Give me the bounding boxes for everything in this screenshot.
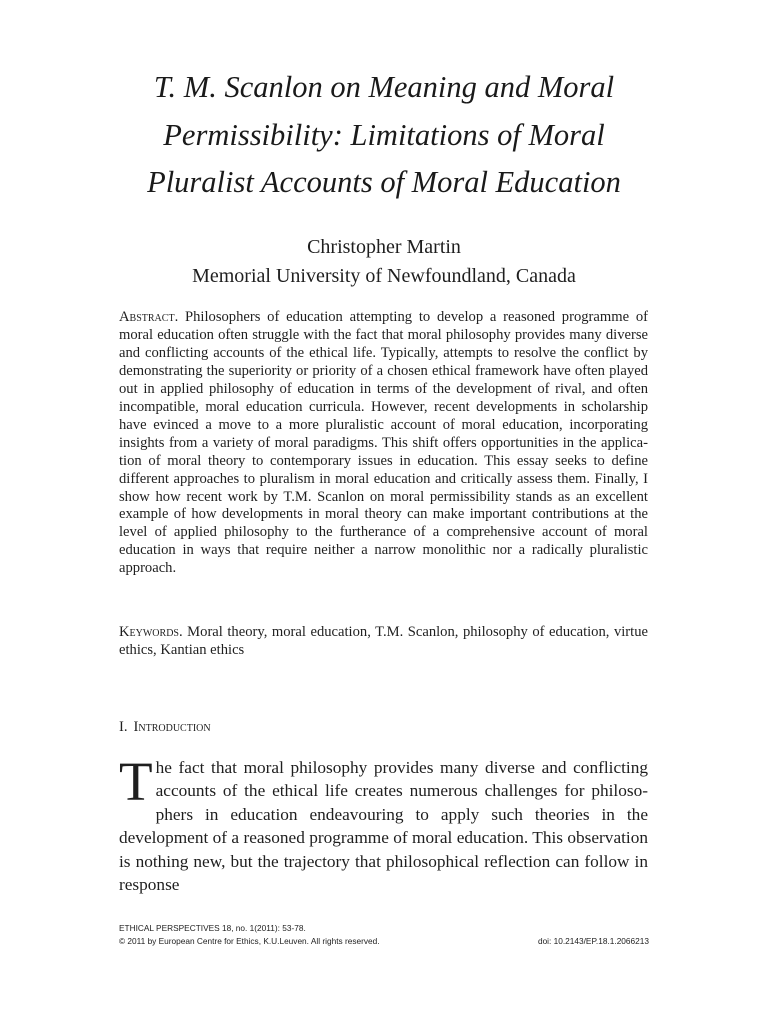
title-line-3: Pluralist Accounts of Moral Education <box>147 165 621 199</box>
author-block <box>60 233 708 291</box>
footer-journal: ETHICAL PERSPECTIVES 18, no. 1(2011): 53-78. <box>119 923 306 933</box>
intro-text: he fact that moral philosophy provides many diverse and conflicting accounts of the ethical life creates numerous challenges for philosophers in education endeavouring to apply such theories in the development of a reasoned programme of moral education. This observation is nothing new, but the trajectory that philosophical reflection can follow in response <box>119 758 648 895</box>
abstract: Abstract. Philosophers of education attempting to develop a reasoned programme of moral education often struggle with the fact that moral philosophy provides many diverse and conflicting accounts of the ethical life. Typically, attempts to resolve the conflict by demonstrating the superiority or priority of a chosen ethical framework have often played out in applied philosophy of education in terms of the development of rival, and often incompatible, moral education curricula. However, recent developments in scholarship have evinced a move to a more pluralistic account of moral education, incorporating insights from a variety of moral paradigms. This shift offers opportunities in the application of moral theory to contemporary issues in education. This essay seeks to define different approaches to pluralism in moral education and critically assess them. Finally, I show how recent work by T.M. Scanlon on moral permissibility stands as an excellent example of how developments in moral theory can make important contributions at the level of applied philosophy to the furtherance of a comprehensive account of moral education in ways that require neither a narrow monolithic nor a radically pluralistic approach. <box>119 309 649 577</box>
keywords: Keywords. Moral theory, moral education, T.M. Scanlon, philosophy of education, virtue ethics, Kantian ethics <box>119 624 648 658</box>
title-line-2: Permissibility: Limitations of Moral <box>163 117 605 152</box>
intro-paragraph <box>119 751 648 896</box>
section-number: I. <box>119 719 128 735</box>
keywords-label: Keywords <box>119 624 179 640</box>
footer-citation <box>119 922 380 947</box>
keywords-text: Moral theory, moral education, T.M. Scanlon, philosophy of education, virtue ethics, Kantian ethics <box>119 624 648 658</box>
author-affiliation: Memorial University of Newfoundland, Canada <box>192 265 576 287</box>
author-name: Christopher Martin <box>307 236 461 258</box>
drop-cap: T <box>119 751 153 812</box>
section-heading <box>119 717 211 737</box>
abstract-text: Philosophers of education attempting to develop a reasoned programme of moral education often struggle with the fact that moral philosophy provides many diverse and conflicting accounts of the ethical life. Typically, attempts to resolve the conflict by demonstrating the superiority or priority of a chosen ethical framework have often played out in applied philosophy of education in terms of the development of rival, and often incompatible, moral education curricula. However, recent developments in scholarship have evinced a move to a more pluralistic account of moral education, incorporating insights from a variety of moral paradigms. This shift offers opportunities in the application of moral theory to contemporary issues in education. This essay seeks to define different approaches to pluralism in moral education and critically assess them. Finally, I show how recent work by T.M. Scanlon on moral permissibility stands as an excellent example of how developments in moral theory can make important contributions at the level of applied philosophy to the furtherance of a comprehensive account of moral education in ways that require neither a narrow monolithic nor a radically pluralistic approach. <box>119 309 649 577</box>
footer-copyright: © 2011 by European Centre for Ethics, K.U.Leuven. All rights reserved. <box>119 935 380 946</box>
footer-doi: doi: 10.2143/EP.18.1.2066213 <box>537 935 649 946</box>
abstract-label: Abstract <box>119 309 175 325</box>
paper-title <box>100 64 668 207</box>
title-line-1: T. M. Scanlon on Meaning and Moral <box>153 70 615 104</box>
section-title: Introduction <box>133 719 211 735</box>
